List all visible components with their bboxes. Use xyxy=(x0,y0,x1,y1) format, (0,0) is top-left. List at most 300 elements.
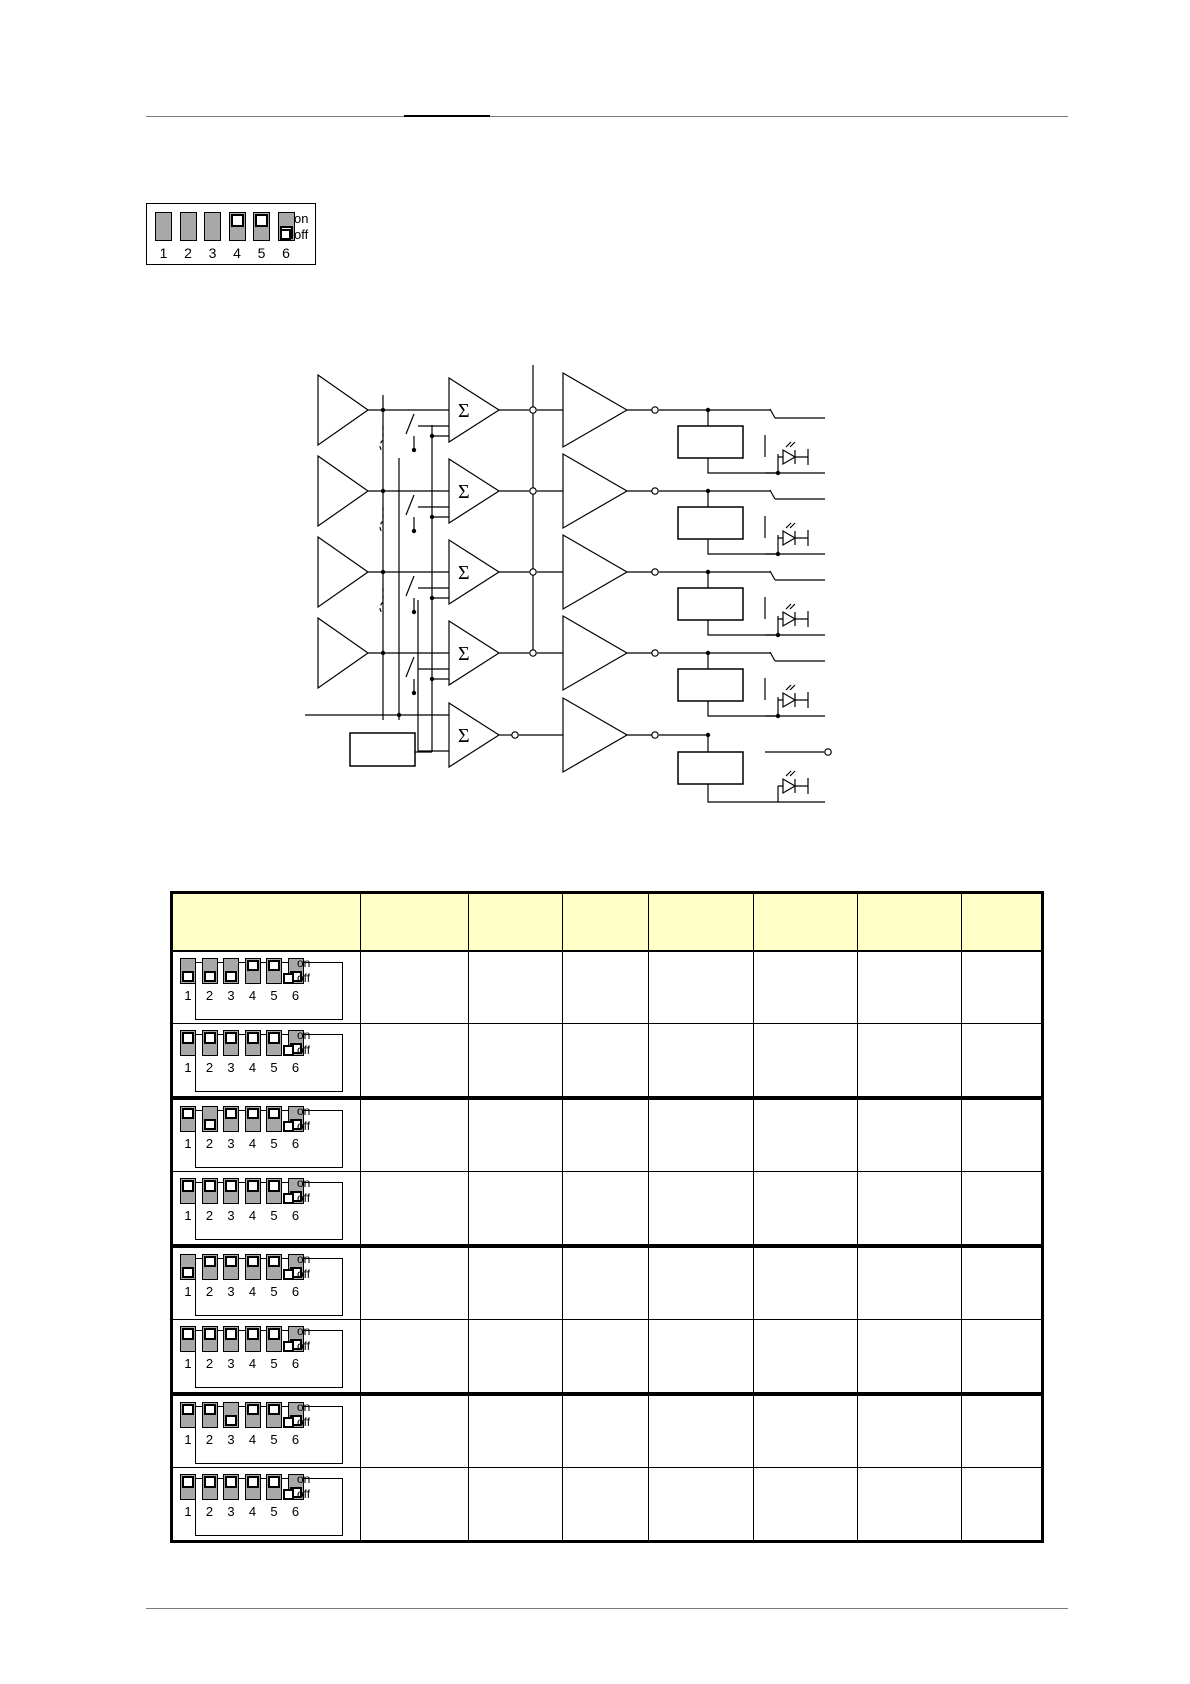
table-cell xyxy=(858,1246,962,1320)
sum-block-2 xyxy=(449,459,499,523)
wire xyxy=(708,784,778,802)
junction-dot xyxy=(430,677,434,681)
sum-symbol: Σ xyxy=(458,481,470,503)
dip-switch-number: 2 xyxy=(205,1283,214,1299)
junction-dot xyxy=(430,434,434,438)
dip-switch-5 xyxy=(266,958,282,984)
relay-coil-3 xyxy=(678,588,743,620)
dip-switch-number: 4 xyxy=(248,1431,257,1447)
dip-switch-knob xyxy=(247,1476,259,1487)
dip-switch-5 xyxy=(266,1178,282,1204)
dip-switch-2 xyxy=(180,212,197,241)
dip-switch-number: 5 xyxy=(270,1283,278,1299)
dip-off-label: off xyxy=(297,971,311,985)
dip-switch-3 xyxy=(223,958,239,984)
dip-switch-number: 6 xyxy=(291,1356,300,1372)
junction-dot xyxy=(381,408,385,412)
dip-switch-knob xyxy=(247,1256,259,1267)
table-row xyxy=(173,1394,1042,1468)
dip-switch-1 xyxy=(180,1402,196,1428)
dip-switch-number: 3 xyxy=(227,1060,235,1076)
table-cell xyxy=(563,1320,649,1394)
dip-switch-number: 1 xyxy=(184,1356,192,1372)
dip-off-label: off xyxy=(297,1339,311,1354)
dip-switch-number: 2 xyxy=(205,1060,214,1076)
sum-symbol: Σ xyxy=(458,400,470,422)
table-row xyxy=(173,1024,1042,1098)
dip-on-label: on xyxy=(297,1176,311,1191)
terminal-node xyxy=(512,732,518,738)
dip-switch-knob xyxy=(247,960,259,971)
dip-switch-2 xyxy=(202,1106,218,1132)
dip-on-label: on xyxy=(297,1324,311,1339)
output-amplifier-3 xyxy=(563,535,627,609)
dip-switch-1 xyxy=(180,1030,196,1056)
junction-dot xyxy=(381,489,385,493)
dip-switch-knob xyxy=(225,1256,237,1267)
dip-switch-knob xyxy=(255,214,268,227)
table-header-row xyxy=(173,894,1042,952)
table-cell xyxy=(469,1098,563,1172)
table-header-cell xyxy=(649,894,754,952)
dip-switch-4 xyxy=(245,1474,261,1500)
table-row xyxy=(173,951,1042,1024)
dip-switch-number: 4 xyxy=(248,1208,257,1224)
output-amplifier-1 xyxy=(563,373,627,447)
dip-switch-number: 6 xyxy=(291,1208,300,1224)
dip-switch-number: 3 xyxy=(227,1208,235,1224)
table-cell xyxy=(858,1468,962,1541)
table-cell xyxy=(563,951,649,1024)
dip-switch-number: 4 xyxy=(248,1356,257,1372)
dip-switch-5 xyxy=(266,1254,282,1280)
dip-on-label: on xyxy=(294,211,309,226)
dip-switch-knob xyxy=(204,1256,216,1267)
dip-switch-number: 6 xyxy=(291,988,300,1003)
dip-switch-knob xyxy=(247,1180,259,1191)
table-cell xyxy=(361,1394,469,1468)
table-cell xyxy=(858,951,962,1024)
dip-switch-number: 2 xyxy=(205,1431,214,1447)
input-amplifier-2 xyxy=(318,456,368,526)
table-cell xyxy=(361,1320,469,1394)
dip-switch-3 xyxy=(204,212,221,241)
dip-switch xyxy=(146,203,316,265)
table-row xyxy=(173,1172,1042,1246)
dip-off-indicator xyxy=(283,1045,294,1056)
channel-switch-1 xyxy=(406,414,414,434)
junction-dot xyxy=(430,596,434,600)
table-cell xyxy=(469,951,563,1024)
table-cell xyxy=(361,1098,469,1172)
dip-switch-number: 6 xyxy=(291,1504,300,1520)
channel-switch-2 xyxy=(406,495,414,515)
relay-contact-1 xyxy=(770,409,775,418)
dip-switch-knob xyxy=(204,1328,216,1339)
dip-off-label: off xyxy=(297,1487,311,1502)
dip-off-indicator xyxy=(283,1269,294,1280)
dip-switch-number: 5 xyxy=(270,1135,278,1151)
dip-switch-2 xyxy=(202,1326,218,1352)
dip-switch-number: 6 xyxy=(282,245,290,261)
dip-switch-knob xyxy=(204,1119,216,1130)
dip-switch-1 xyxy=(155,212,172,241)
terminal-node xyxy=(530,569,536,575)
dip-switch-number: 3 xyxy=(227,988,235,1003)
dip-switch-knob xyxy=(225,1180,237,1191)
dip-switch-number: 4 xyxy=(248,1060,257,1076)
dip-switch-knob xyxy=(268,1108,280,1119)
dip-switch-number: 1 xyxy=(184,1431,192,1447)
table-cell xyxy=(754,1468,858,1541)
table-cell xyxy=(962,1246,1042,1320)
dip-switch-number: 4 xyxy=(248,988,257,1003)
dip-off-indicator xyxy=(283,973,294,984)
dip-switch-settings-table xyxy=(172,893,1042,1541)
dip-off-indicator xyxy=(283,1193,294,1204)
dip-switch-number: 2 xyxy=(205,1356,214,1372)
dip-switch-knob xyxy=(231,214,244,227)
table-header-cell xyxy=(563,894,649,952)
sum-symbol: Σ xyxy=(458,643,470,665)
table-cell xyxy=(563,1468,649,1541)
junction-dot xyxy=(776,471,780,475)
sum-block-5 xyxy=(449,703,499,767)
table-cell xyxy=(754,1394,858,1468)
dip-on-label: on xyxy=(297,1472,311,1487)
table-cell xyxy=(563,1246,649,1320)
dip-switch-number: 2 xyxy=(205,1208,214,1224)
junction-dot xyxy=(430,515,434,519)
dip-switch xyxy=(184,1176,343,1240)
dip-switch-knob xyxy=(182,971,194,982)
dip-switch-knob xyxy=(268,1032,280,1043)
table-cell xyxy=(361,1468,469,1541)
status-led-3 xyxy=(783,612,795,626)
dip-switch-5 xyxy=(266,1474,282,1500)
dip-off-label: off xyxy=(294,227,309,242)
dip-switch-knob xyxy=(247,1108,259,1119)
terminal-node xyxy=(652,488,658,494)
dip-setting-cell xyxy=(173,1024,361,1098)
dip-switch-number: 3 xyxy=(208,245,217,261)
table-cell xyxy=(962,1098,1042,1172)
input-amplifier-1 xyxy=(318,375,368,445)
table-cell xyxy=(469,1246,563,1320)
dip-switch-knob xyxy=(182,1328,194,1339)
block-diagram xyxy=(300,355,840,815)
dip-switch-knob xyxy=(247,1328,259,1339)
output-amplifier-2 xyxy=(563,454,627,528)
table-cell xyxy=(563,1098,649,1172)
dip-switch-4 xyxy=(245,1178,261,1204)
dip-on-label: on xyxy=(297,1399,311,1414)
table-cell xyxy=(649,1098,754,1172)
dip-switch-4 xyxy=(245,1254,261,1280)
dip-switch-number: 2 xyxy=(205,1135,214,1151)
header-rule xyxy=(146,116,1068,117)
dip-switch-4 xyxy=(245,958,261,984)
dip-switch-number: 5 xyxy=(270,988,278,1003)
dip-setting-cell xyxy=(173,951,361,1024)
dip-on-label: on xyxy=(297,956,311,970)
dip-switch xyxy=(184,1472,343,1536)
table-cell xyxy=(754,1172,858,1246)
dip-switch-knob xyxy=(268,1476,280,1487)
dip-switch-number: 5 xyxy=(270,1504,278,1520)
dip-switch-1 xyxy=(180,958,196,984)
dip-setting-cell xyxy=(173,1172,361,1246)
dip-switch-knob xyxy=(182,1032,194,1043)
dip-switch-knob xyxy=(182,1267,194,1278)
dip-switch-1 xyxy=(180,1474,196,1500)
dip-off-indicator xyxy=(283,1121,294,1132)
table-cell xyxy=(649,1024,754,1098)
dip-switch-5 xyxy=(266,1030,282,1056)
table-row xyxy=(173,1098,1042,1172)
dip-switch-3 xyxy=(223,1106,239,1132)
status-led-2 xyxy=(783,531,795,545)
relay-contact-2 xyxy=(770,490,775,499)
dip-switch-knob xyxy=(182,1108,194,1119)
dip-switch-knob xyxy=(225,1108,237,1119)
dip-switch-5 xyxy=(266,1326,282,1352)
table-cell xyxy=(361,951,469,1024)
dip-switch-knob xyxy=(204,1476,216,1487)
dip-switch-2 xyxy=(202,958,218,984)
dip-switch-number: 5 xyxy=(270,1356,278,1372)
relay-coil-5 xyxy=(678,752,743,784)
status-led-5 xyxy=(783,779,795,793)
dip-switch-number: 5 xyxy=(270,1060,278,1076)
dip-switch-number: 5 xyxy=(257,245,266,261)
dip-off-indicator xyxy=(283,1341,294,1352)
output-amplifier-5 xyxy=(563,698,627,772)
dip-switch-knob xyxy=(204,1180,216,1191)
dip-switch-number: 6 xyxy=(291,1135,300,1151)
table-cell xyxy=(469,1320,563,1394)
dip-switch-number: 1 xyxy=(184,1060,192,1076)
dip-switch-knob xyxy=(268,1180,280,1191)
dip-switch-knob xyxy=(225,971,237,982)
table-cell xyxy=(754,1320,858,1394)
table-cell xyxy=(469,1394,563,1468)
dip-switch-knob xyxy=(247,1032,259,1043)
dip-switch xyxy=(184,1324,343,1388)
dip-off-indicator xyxy=(283,1489,294,1500)
table-cell xyxy=(649,1246,754,1320)
dip-switch-3 xyxy=(223,1178,239,1204)
table-cell xyxy=(469,1172,563,1246)
input-amplifier-4 xyxy=(318,618,368,688)
table-cell xyxy=(962,1320,1042,1394)
dip-setting-cell xyxy=(173,1098,361,1172)
table-cell xyxy=(858,1098,962,1172)
table-cell xyxy=(563,1394,649,1468)
dip-switch-number: 3 xyxy=(227,1504,235,1520)
dip-switch-number: 3 xyxy=(227,1135,235,1151)
table-cell xyxy=(649,1394,754,1468)
dip-switch-number: 3 xyxy=(227,1356,235,1372)
sum-symbol: Σ xyxy=(458,725,470,747)
table-cell xyxy=(858,1320,962,1394)
relay-coil-2 xyxy=(678,507,743,539)
dip-switch-number: 4 xyxy=(248,1283,257,1299)
dip-switch-knob xyxy=(247,1404,259,1415)
terminal-node xyxy=(530,650,536,656)
dip-switch-1 xyxy=(180,1178,196,1204)
status-led-4 xyxy=(783,693,795,707)
table-cell xyxy=(858,1172,962,1246)
relay-contact-4 xyxy=(770,652,775,661)
junction-dot xyxy=(381,651,385,655)
table-cell xyxy=(858,1394,962,1468)
table-header-cell xyxy=(754,894,858,952)
dip-switch-knob xyxy=(204,971,216,982)
table-cell xyxy=(469,1024,563,1098)
junction-dot xyxy=(412,448,416,452)
input-amplifier-3 xyxy=(318,537,368,607)
table-cell xyxy=(754,1246,858,1320)
table-cell xyxy=(962,1394,1042,1468)
table-cell xyxy=(962,1172,1042,1246)
footer-rule xyxy=(146,1608,1068,1609)
table-cell xyxy=(563,1172,649,1246)
dip-switch-number: 2 xyxy=(205,988,214,1003)
dip-off-label: off xyxy=(297,1414,311,1429)
table-cell xyxy=(649,951,754,1024)
dip-switch-knob xyxy=(225,1415,237,1426)
table-cell xyxy=(469,1468,563,1541)
junction-dot xyxy=(412,529,416,533)
dip-switch-5 xyxy=(253,212,270,241)
terminal-node xyxy=(825,749,831,755)
dip-off-label: off xyxy=(297,1043,311,1058)
table-cell xyxy=(754,1098,858,1172)
dip-switch-number: 1 xyxy=(184,988,192,1003)
table-cell xyxy=(962,1024,1042,1098)
dip-on-label: on xyxy=(297,1103,311,1118)
dip-switch-4 xyxy=(245,1402,261,1428)
junction-dot xyxy=(412,691,416,695)
dip-switch-1 xyxy=(180,1254,196,1280)
dip-off-label: off xyxy=(297,1191,311,1206)
dip-on-label: on xyxy=(297,1251,311,1266)
dip-switch-number: 2 xyxy=(205,1504,214,1520)
dip-switch-4 xyxy=(245,1106,261,1132)
dip-switch-number: 1 xyxy=(184,1135,192,1151)
dip-switch-number: 1 xyxy=(184,1208,192,1224)
dip-switch-number: 6 xyxy=(291,1283,300,1299)
dip-switch xyxy=(184,1251,343,1316)
dip-setting-cell xyxy=(173,1246,361,1320)
dip-switch-number: 6 xyxy=(291,1431,300,1447)
sum-symbol: Σ xyxy=(458,562,470,584)
table-header-cell xyxy=(469,894,563,952)
terminal-node xyxy=(652,650,658,656)
dip-switch-knob xyxy=(225,1328,237,1339)
dip-switch-number: 4 xyxy=(248,1504,257,1520)
relay-contact-3 xyxy=(770,571,775,580)
dip-switch-3 xyxy=(223,1030,239,1056)
dip-setting-cell xyxy=(173,1468,361,1541)
table-cell xyxy=(962,1468,1042,1541)
table-body xyxy=(173,951,1042,1541)
dip-switch-knob xyxy=(268,1328,280,1339)
dip-switch-number: 4 xyxy=(233,245,241,261)
dip-switch-2 xyxy=(202,1030,218,1056)
table-header-cell xyxy=(858,894,962,952)
sum-block-1 xyxy=(449,378,499,442)
table-cell xyxy=(361,1172,469,1246)
junction-dot xyxy=(776,552,780,556)
dip-switch-number: 3 xyxy=(227,1431,235,1447)
dip-switch-knob xyxy=(268,1256,280,1267)
header-rule-accent xyxy=(404,115,490,117)
table-row xyxy=(173,1320,1042,1394)
dip-on-label: on xyxy=(297,1028,311,1043)
dip-switch-2 xyxy=(202,1474,218,1500)
dip-switch-number: 3 xyxy=(227,1283,235,1299)
dip-switch-number: 4 xyxy=(248,1135,257,1151)
dip-setting-cell xyxy=(173,1320,361,1394)
output-amplifier-4 xyxy=(563,616,627,690)
terminal-node xyxy=(652,732,658,738)
dip-switch-3 xyxy=(223,1326,239,1352)
channel-switch-4 xyxy=(406,657,414,677)
table-cell xyxy=(563,1024,649,1098)
table-cell xyxy=(361,1024,469,1098)
junction-dot xyxy=(776,633,780,637)
dip-switch-5 xyxy=(266,1106,282,1132)
status-led-1 xyxy=(783,450,795,464)
terminal-node xyxy=(652,407,658,413)
junction-dot xyxy=(412,610,416,614)
dip-switch xyxy=(184,1028,343,1092)
dip-switch-1 xyxy=(180,1106,196,1132)
dip-switch-knob xyxy=(204,1404,216,1415)
table-cell xyxy=(649,1320,754,1394)
table-row xyxy=(173,1246,1042,1320)
table-cell xyxy=(754,951,858,1024)
table-cell xyxy=(754,1024,858,1098)
table-cell xyxy=(858,1024,962,1098)
junction-dot xyxy=(776,714,780,718)
table-cell xyxy=(361,1246,469,1320)
dip-switch-4 xyxy=(245,1326,261,1352)
dip-switch-knob xyxy=(268,1404,280,1415)
dip-switch-4 xyxy=(229,212,246,241)
table-cell xyxy=(649,1468,754,1541)
dip-switch-3 xyxy=(223,1402,239,1428)
dip-switch-number: 1 xyxy=(184,1283,192,1299)
dip-switch-3 xyxy=(223,1254,239,1280)
terminal-node xyxy=(652,569,658,575)
relay-coil-1 xyxy=(678,426,743,458)
dip-off-label: off xyxy=(297,1118,311,1133)
dip-off-label: off xyxy=(297,1266,311,1281)
dip-switch-knob xyxy=(225,1476,237,1487)
terminal-node xyxy=(530,407,536,413)
dip-switch-knob xyxy=(268,960,280,971)
dip-switch-number: 5 xyxy=(270,1208,278,1224)
dip-switch-2 xyxy=(202,1178,218,1204)
dip-setting-cell xyxy=(173,1394,361,1468)
sum-block-3 xyxy=(449,540,499,604)
dip-off-indicator xyxy=(283,1417,294,1428)
channel-switch-3 xyxy=(406,576,414,596)
dip-switch-knob xyxy=(225,1032,237,1043)
